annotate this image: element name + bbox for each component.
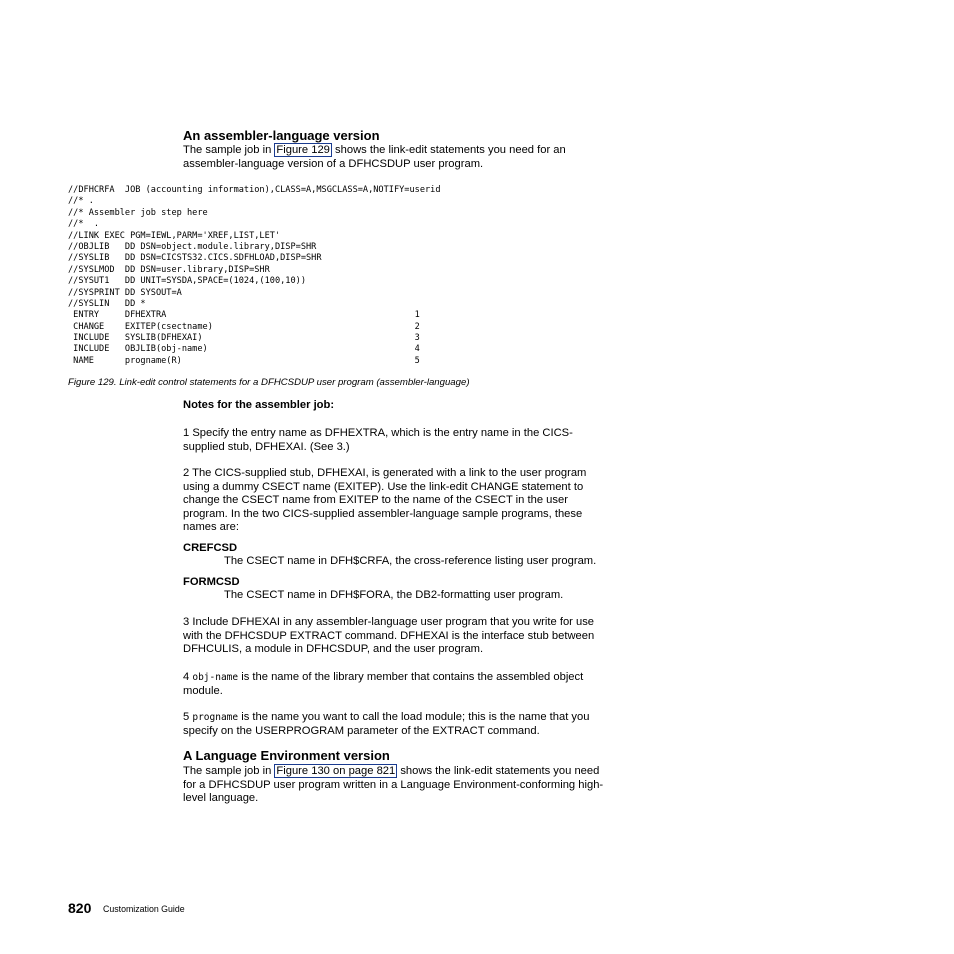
code-line: //DFHCRFA JOB (accounting information),CLASS=A,MSGCLASS=A,NOTIFY=userid [68,185,441,195]
def-term-crefcsd: CREFCSD [183,542,238,554]
note-4: 4 obj-name is the name of the library member that contains the assembled object module. [183,671,584,697]
code-line: //* . [68,196,94,207]
figure-130-link[interactable]: Figure 130 on page 821 [276,765,396,777]
def-desc-crefcsd: The CSECT name in DFH$CRFA, the cross-reference listing user program. [224,555,597,567]
figure-129-link[interactable]: Figure 129 [276,144,330,156]
note-3: 3 Include DFHEXAI in any assembler-language user program that you write for use with the DFHCSDUP EXTRACT command. DFHEXAI is the interface stub between DFHCULIS, a module in DFHCSDUP, and the user program. [183,616,595,656]
note-2: 2 The CICS-supplied stub, DFHEXAI, is generated with a link to the user program using a dummy CSECT name (EXITEP). Use the link-edit CHANGE statement to change the CSECT name from EXITEP to the name of the CSECT in the user program. In the two CICS-supplied assembler-language sample programs, these names are: [183,467,587,534]
page-number: 820 [68,900,92,916]
code-line: //* Assembler job step here [68,207,208,218]
code-line: //* . [68,219,100,230]
book-title: Customization Guide [103,904,185,914]
code-line: NAME progname(R) 5 [68,355,420,366]
def-term-formcsd: FORMCSD [183,576,240,588]
code-line: ENTRY DFHEXTRA 1 [68,310,420,321]
code-line: //LINK EXEC PGM=IEWL,PARM='XREF,LIST,LET' [68,230,281,241]
code-line: //SYSUT1 DD UNIT=SYSDA,SPACE=(1024,(100,10)) [68,276,306,287]
code-line: //SYSLIB DD DSN=CICSTS32.CICS.SDFHLOAD,DISP=SHR [68,253,322,264]
obj-name-code: obj-name [192,672,239,683]
def-desc-formcsd: The CSECT name in DFH$FORA, the DB2-formatting user program. [224,589,564,601]
code-line: //SYSLIN DD * [68,298,146,309]
code-line: //SYSPRINT DD SYSOUT=A [68,287,182,298]
code-line: //SYSLMOD DD DSN=user.library,DISP=SHR [68,264,270,275]
figure-caption: Figure 129. Link-edit control statements for a DFHCSDUP user program (assembler-language) [68,377,470,388]
code-line: //OBJLIB DD DSN=object.module.library,DISP=SHR [68,241,317,252]
language-environment-intro: The sample job in Figure 130 on page 821 shows the link-edit statements you need for a DFHCSDUP user program written in a Language Environment-conforming high-level language. [183,765,604,805]
note-5: 5 progname is the name you want to call the load module; this is the name that you specify on the USERPROGRAM parameter of the EXTRACT command. [183,711,590,737]
code-listing [68,185,441,367]
progname-code: progname [192,712,239,723]
code-line: CHANGE EXITEP(csectname) 2 [68,321,420,332]
code-line: INCLUDE OBJLIB(obj-name) 4 [68,344,420,355]
note-1: 1 Specify the entry name as DFHEXTRA, which is the entry name in the CICS-supplied stub, DFHEXAI. (See 3.) [183,427,573,453]
assembler-intro: The sample job in Figure 129 shows the link-edit statements you need for an assembler-language version of a DFHCSDUP user program. [183,144,566,170]
notes-title: Notes for the assembler job: [183,399,335,411]
code-line: INCLUDE SYSLIB(DFHEXAI) 3 [68,333,420,344]
section-title-language-environment: A Language Environment version [183,748,390,763]
section-title-assembler: An assembler-language version [183,128,380,143]
